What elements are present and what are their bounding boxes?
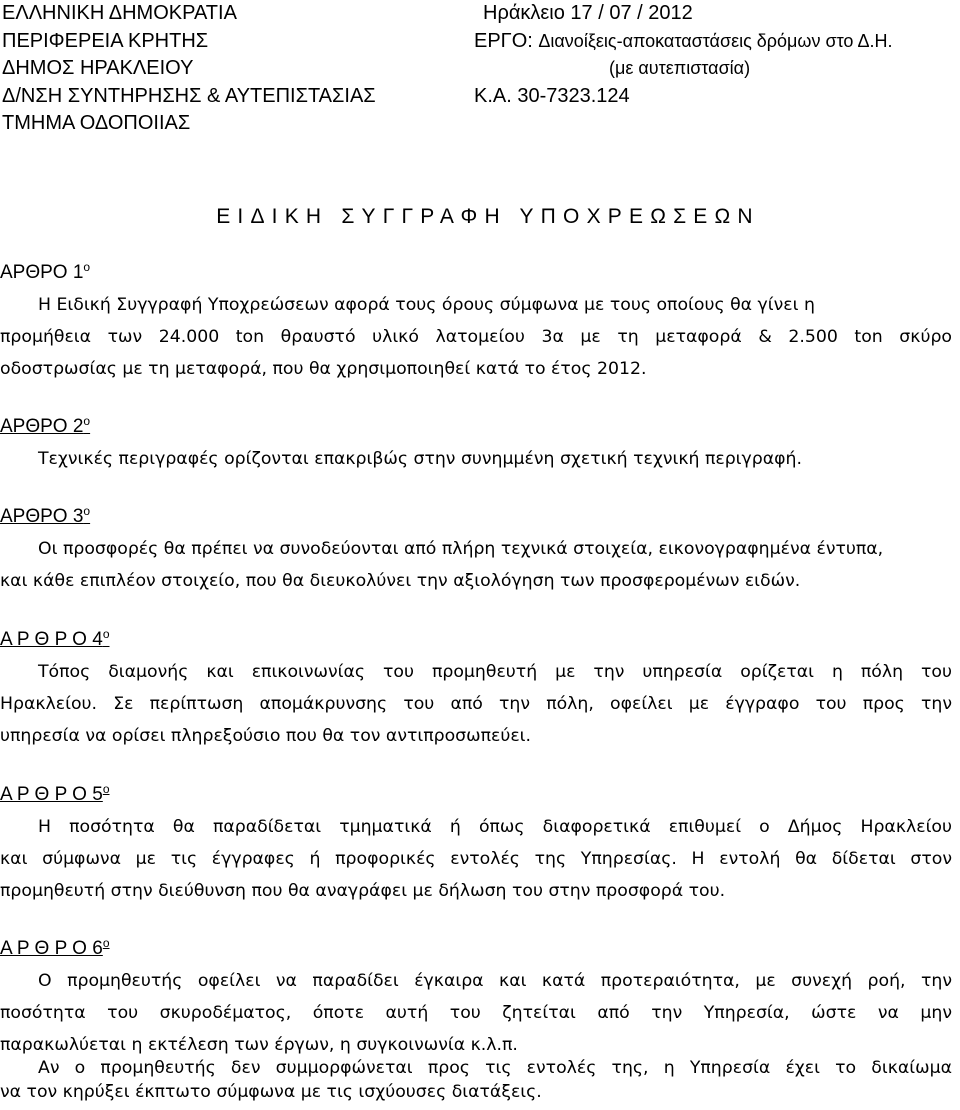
article-line: ποσότητα του σκυροδέματος, όποτε αυτή του ζητείται από την Υπηρεσία, ώστε να μην	[0, 1003, 952, 1023]
article-ordinal: ο	[83, 414, 91, 428]
article-heading-text: Α Ρ Θ Ρ Ο 6	[0, 938, 103, 959]
project-line	[474, 28, 892, 56]
article-heading-text: Α Ρ Θ Ρ Ο 5	[0, 784, 103, 805]
article-line: να τον κηρύξει έκπτωτο σύμφωνα με τις ισχύουσες διατάξεις.	[0, 1082, 542, 1102]
document-title: ΕΙΔΙΚΗ ΣΥΓΓΡΑΦΗ ΥΠΟΧΡΕΩΣΕΩΝ	[216, 205, 760, 228]
project-block	[474, 0, 892, 110]
article-heading	[0, 936, 110, 960]
issuer-line: Δ/ΝΣΗ ΣΥΝΤΗΡΗΣΗΣ & ΑΥΤΕΠΙΣΤΑΣΙΑΣ	[2, 84, 376, 107]
issuer-line: ΤΜΗΜΑ ΟΔΟΠΟΙΙΑΣ	[2, 112, 191, 134]
article-line: και σύμφωνα με τις έγγραφες ή προφορικές εντολές της Υπηρεσίας. Η εντολή θα δίδεται στον	[0, 849, 952, 869]
article-line: και κάθε επιπλέον στοιχείο, που θα διευκολύνει την αξιολόγηση των προσφερομένων ειδών.	[0, 571, 801, 591]
issuer-line: ΠΕΡΙΦΕΡΕΙΑ ΚΡΗΤΗΣ	[2, 29, 209, 52]
article-ordinal: ο	[83, 504, 91, 518]
document-date: Ηράκλειο 17 / 07 / 2012	[483, 2, 693, 24]
article-line: Η ποσότητα θα παραδίδεται τμηματικά ή όπως διαφορετικά επιθυμεί ο Δήμος Ηρακλείου	[38, 817, 952, 837]
article-line: προμηθευτή στην διεύθυνση που θα αναγράφει με δήλωση του στην προσφορά του.	[0, 881, 726, 901]
article-heading-text: ΑΡΘΡΟ 1	[0, 262, 84, 283]
article-heading	[0, 260, 90, 284]
article-line: Η Ειδική Συγγραφή Υποχρεώσεων αφορά τους όρους σύμφωνα με τους οποίους θα γίνει η	[38, 295, 815, 315]
article-heading-text: Α Ρ Θ Ρ Ο 4	[0, 629, 103, 650]
article-line: Ηρακλείου. Σε περίπτωση απομάκρυνσης του από την πόλη, οφείλει με έγγραφο του προς την	[0, 694, 952, 714]
issuer-block	[2, 0, 376, 138]
project-description: Διανοίξεις-αποκαταστάσεις δρόμων στο Δ.Η.	[538, 30, 893, 51]
budget-code: Κ.Α. 30-7323.124	[474, 84, 630, 107]
project-label: ΕΡΓΟ:	[474, 29, 533, 52]
article-line: Τόπος διαμονής και επικοινωνίας του προμηθευτή με την υπηρεσία ορίζεται η πόλη του	[38, 662, 952, 682]
article-ordinal: ο	[102, 627, 110, 641]
article-line: Οι προσφορές θα πρέπει να συνοδεύονται από πλήρη τεχνικά στοιχεία, εικονογραφημένα έντυπα,	[38, 539, 884, 559]
article-line: Τεχνικές περιγραφές ορίζονται επακριβώς στην συνημμένη σχετική τεχνική περιγραφή.	[38, 449, 802, 469]
article-ordinal: ο	[102, 782, 110, 796]
issuer-line: ΔΗΜΟΣ ΗΡΑΚΛΕΙΟΥ	[2, 57, 194, 79]
article-line: υπηρεσία να ορίσει πληρεξούσιο που θα τον αντιπροσωπεύει.	[0, 726, 532, 746]
article-heading	[0, 627, 110, 651]
article-line: οδοστρωσίας με τη μεταφορά, που θα χρησιμοποιηθεί κατά το έτος 2012.	[0, 359, 647, 379]
article-heading	[0, 414, 90, 438]
execution-mode: (με αυτεπιστασία)	[609, 58, 751, 78]
article-heading	[0, 782, 110, 806]
article-ordinal: ο	[83, 260, 91, 274]
article-line: Αν ο προμηθευτής δεν συμμορφώνεται προς τις εντολές της, η Υπηρεσία έχει το δικαίωμα	[38, 1058, 952, 1078]
issuer-line: ΕΛΛΗΝΙΚΗ ΔΗΜΟΚΡΑΤΙΑ	[2, 2, 237, 24]
article-line: Ο προμηθευτής οφείλει να παραδίδει έγκαιρα και κατά προτεραιότητα, με συνεχή ροή, την	[38, 971, 952, 991]
article-heading	[0, 504, 90, 528]
article-heading-text: ΑΡΘΡΟ 3	[0, 506, 84, 527]
article-ordinal: ο	[102, 936, 110, 950]
article-heading-text: ΑΡΘΡΟ 2	[0, 416, 84, 437]
article-line: προμήθεια των 24.000 ton θραυστό υλικό λατομείου 3α με τη μεταφορά & 2.500 ton σκύρο	[0, 327, 952, 347]
article-line: παρακωλύεται η εκτέλεση των έργων, η συγκοινωνία κ.λ.π.	[0, 1035, 518, 1055]
